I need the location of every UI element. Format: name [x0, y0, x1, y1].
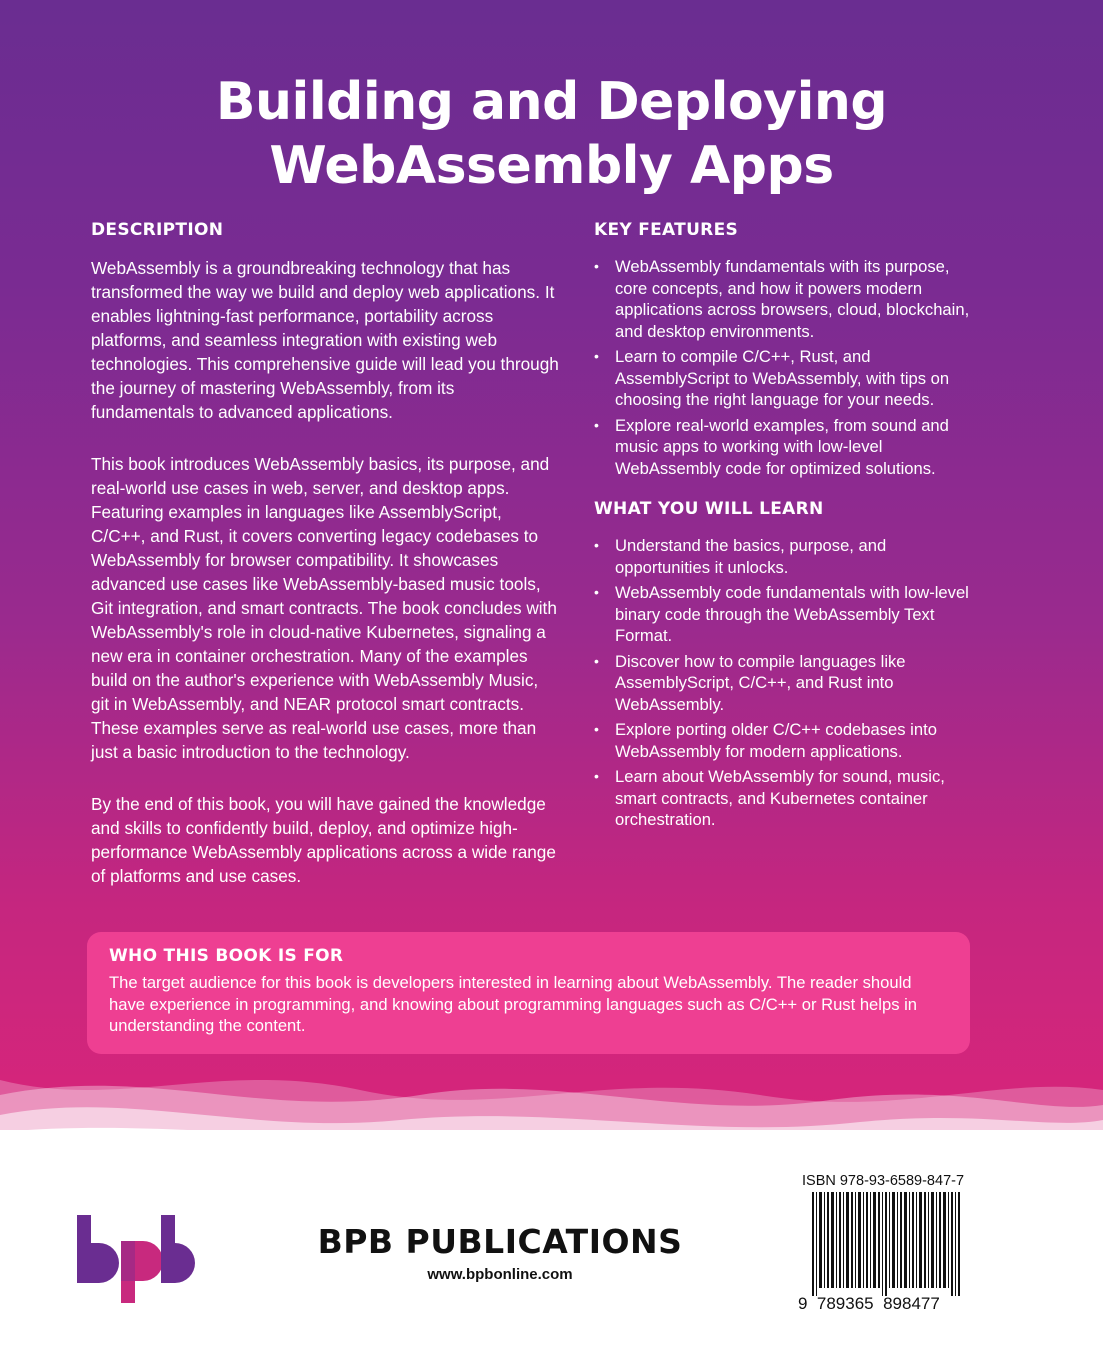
- description-column: [91, 220, 561, 916]
- book-title: [0, 70, 1103, 198]
- title-line-2: WebAssembly Apps: [269, 136, 834, 196]
- list-item: • Discover how to compile languages like AssemblyScript, C/C++, and Rust into WebAssembly.: [594, 651, 974, 716]
- publisher-name: BPB PUBLICATIONS: [317, 1222, 683, 1261]
- list-item: • Explore real-world examples, from sound and music apps to working with low-level WebAssembly code for optimized solutions.: [594, 415, 974, 480]
- description-heading: DESCRIPTION: [91, 220, 224, 240]
- bpb-logo-icon: [77, 1215, 197, 1303]
- key-features-list: [594, 256, 974, 479]
- audience-text: The target audience for this book is developers interested in learning about WebAssembly. The reader should have experience in programming, and knowing about programming languages such as C/C++ or Rust helps in understanding the content.: [109, 973, 918, 1035]
- isbn-label: ISBN 978-93-6589-847-7: [802, 1173, 965, 1189]
- barcode-digits: 9 789365 898477: [798, 1294, 940, 1313]
- list-item: • Learn about WebAssembly for sound, music, smart contracts, and Kubernetes container orchestration.: [594, 766, 974, 831]
- list-item: • Learn to compile C/C++, Rust, and AssemblyScript to WebAssembly, with tips on choosing the right language for your needs.: [594, 346, 974, 411]
- features-column: [594, 220, 974, 851]
- list-item: • Explore porting older C/C++ codebases into WebAssembly for modern applications.: [594, 719, 974, 762]
- list-item: • WebAssembly code fundamentals with low-level binary code through the WebAssembly Text Format.: [594, 582, 974, 647]
- decorative-waves: [0, 1060, 1103, 1150]
- list-item: • WebAssembly fundamentals with its purpose, core concepts, and how it powers modern applications across browsers, cloud, blockchain, and desktop environments.: [594, 256, 974, 342]
- list-item: • Understand the basics, purpose, and opportunities it unlocks.: [594, 535, 974, 578]
- audience-heading: WHO THIS BOOK IS FOR: [109, 946, 344, 966]
- barcode-icon: [812, 1192, 960, 1296]
- audience-box: [87, 932, 970, 1054]
- title-line-1: Building and Deploying: [215, 72, 888, 132]
- description-paragraph-1: WebAssembly is a groundbreaking technology that has transformed the way we build and deploy web applications. It enables lightning-fast performance, portability across platforms, and seamless integration with existing web technologies. This comprehensive guide will lead you through the journey of mastering WebAssembly, from its fundamentals to advanced applications.: [91, 258, 559, 422]
- publisher-website: www.bpbonline.com: [427, 1266, 573, 1283]
- description-paragraph-2: This book introduces WebAssembly basics, its purpose, and real-world use cases in web, server, and desktop apps. Featuring examples in languages like AssemblyScript, C/C++, and Rust, it covers converting legacy codebases to WebAssembly for browser compatibility. It showcases advanced use cases like WebAssembly-based music tools, Git integration, and smart contracts. The book concludes with WebAssembly's role in cloud-native Kubernetes, signaling a new era in container orchestration. Many of the examples build on the author's experience with WebAssembly Music, git in WebAssembly, and NEAR protocol smart contracts. These examples serve as real-world use cases, more than just a basic introduction to the technology.: [91, 454, 557, 762]
- learn-list: [594, 535, 974, 831]
- key-features-heading: KEY FEATURES: [594, 220, 739, 240]
- what-you-will-learn-heading: WHAT YOU WILL LEARN: [594, 499, 824, 519]
- description-paragraph-3: By the end of this book, you will have gained the knowledge and skills to confidently build, deploy, and optimize high-performance WebAssembly applications across a wide range of platforms and use cases.: [91, 794, 556, 886]
